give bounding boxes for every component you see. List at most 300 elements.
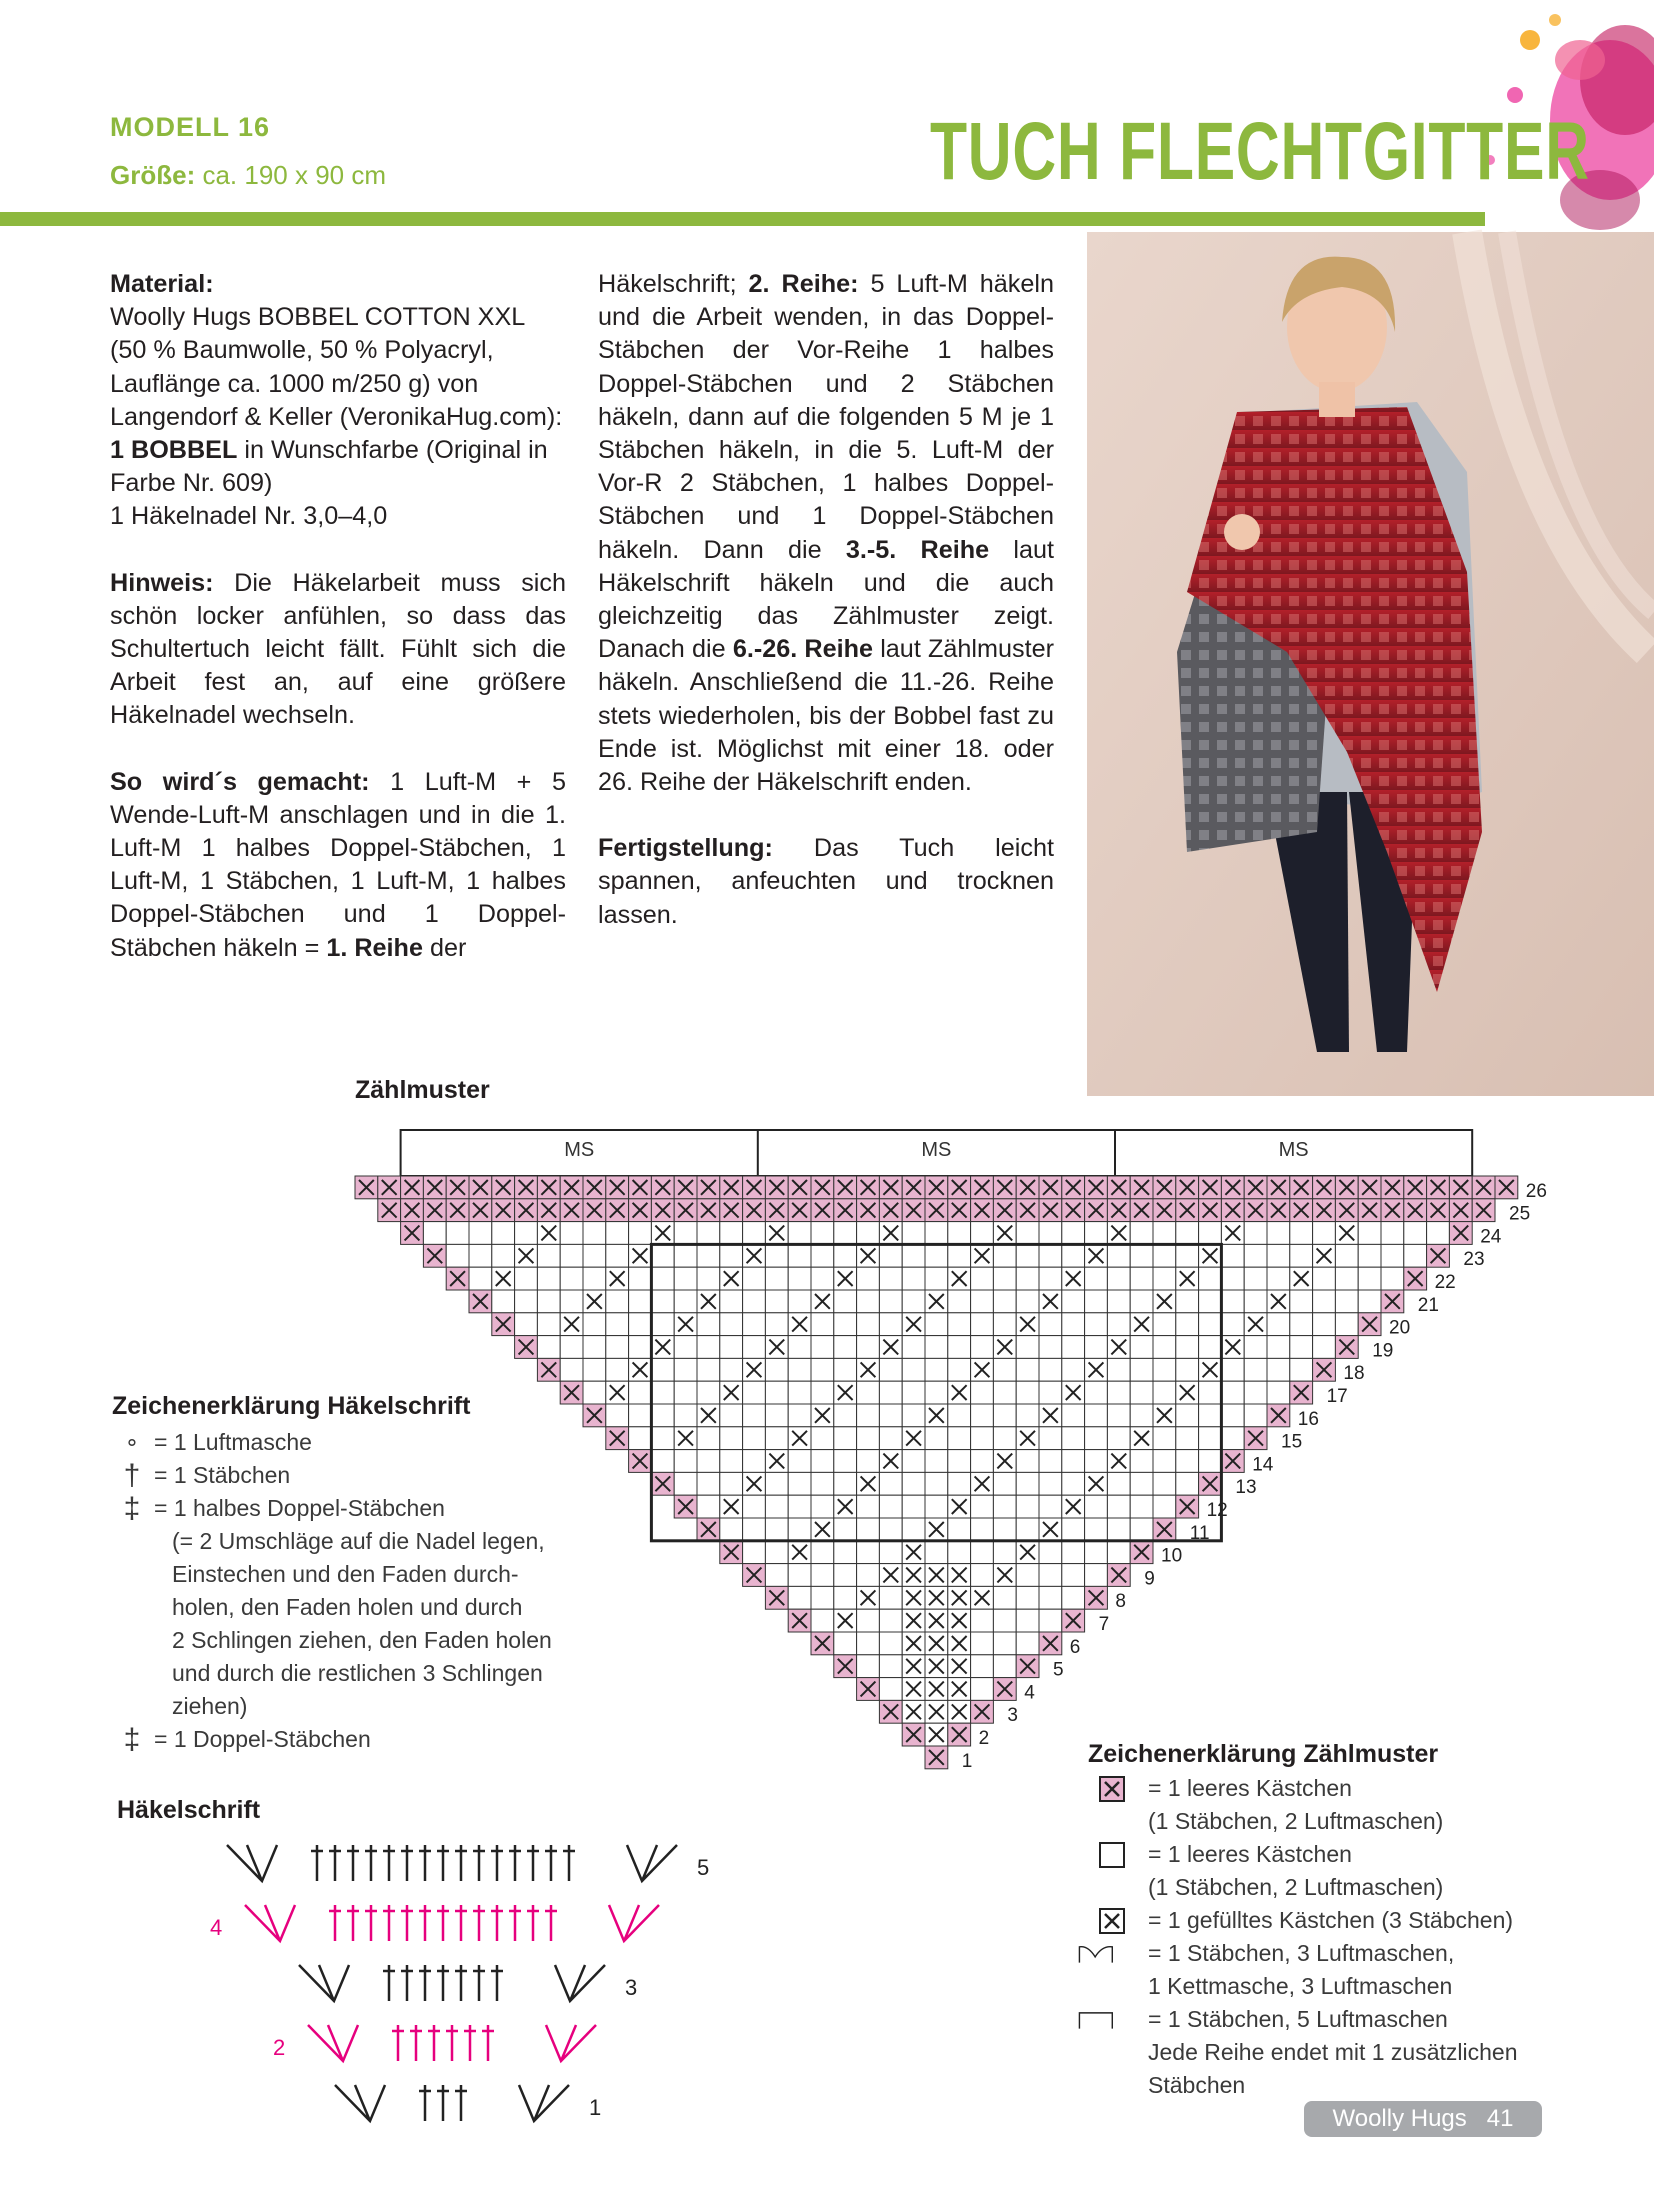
chart-cell <box>674 1290 697 1313</box>
chart-cell <box>811 1450 834 1473</box>
chart-cell <box>811 1564 834 1587</box>
chart-cell <box>1130 1518 1153 1541</box>
chart-cell <box>993 1632 1016 1655</box>
chart-cell <box>1176 1313 1199 1336</box>
chart-cell <box>1130 1358 1153 1381</box>
chart-cell <box>834 1541 857 1564</box>
chart-cell <box>1313 1336 1336 1359</box>
chart-cell <box>834 1586 857 1609</box>
chart-cell <box>1381 1267 1404 1290</box>
legend-hs-l2: = 1 Stäbchen <box>154 1462 291 1488</box>
chart-cell <box>788 1290 811 1313</box>
chart-cell <box>1153 1244 1176 1267</box>
chart-cell <box>879 1541 902 1564</box>
chart-cell <box>1153 1222 1176 1245</box>
empty-box-icon <box>1092 1842 1132 1868</box>
chart-cell <box>537 1336 560 1359</box>
chart-cell <box>788 1518 811 1541</box>
chart-cell <box>857 1290 880 1313</box>
chart-cell <box>1335 1267 1358 1290</box>
chart-cell <box>606 1244 629 1267</box>
chart-cell <box>1404 1244 1427 1267</box>
chart-cell <box>788 1404 811 1427</box>
treble-icon: ‡ <box>123 1723 141 1756</box>
chart-cell <box>697 1427 720 1450</box>
chart-cell <box>1016 1564 1039 1587</box>
chart-cell <box>1062 1290 1085 1313</box>
chart-cell <box>811 1244 834 1267</box>
chart-cell <box>1062 1404 1085 1427</box>
chart-cell <box>1107 1495 1130 1518</box>
chart-cell <box>674 1358 697 1381</box>
legend-zm-l1: = 1 leeres Kästchen <box>1148 1775 1352 1801</box>
stitch-fan-right <box>609 1905 659 1941</box>
chart-cell <box>902 1336 925 1359</box>
chart-cell <box>925 1244 948 1267</box>
chart-cell <box>902 1267 925 1290</box>
row-number: 17 <box>1326 1386 1348 1407</box>
row-number: 22 <box>1434 1272 1456 1293</box>
chart-cell <box>879 1381 902 1404</box>
chart-cell <box>1290 1358 1313 1381</box>
chart-cell <box>834 1564 857 1587</box>
chart-cell <box>651 1381 674 1404</box>
chart-cell <box>857 1267 880 1290</box>
chart-cell <box>1039 1541 1062 1564</box>
chart-cell <box>1062 1586 1085 1609</box>
chart-cell <box>606 1313 629 1336</box>
chart-cell <box>1062 1518 1085 1541</box>
p1-d: 3.-5. Reihe <box>845 535 990 564</box>
chart-cell <box>857 1632 880 1655</box>
chart-cell <box>629 1381 652 1404</box>
chart-cell <box>583 1244 606 1267</box>
material-heading: Material: <box>110 270 214 298</box>
chart-cell <box>788 1222 811 1245</box>
chart-cell <box>1199 1267 1222 1290</box>
chart-cell <box>1130 1336 1153 1359</box>
chart-cell <box>1267 1244 1290 1267</box>
chart-cell <box>971 1564 994 1587</box>
legend-zaehlmuster-heading: Zeichenerklärung Zählmuster <box>1088 1740 1439 1768</box>
chart-cell <box>1335 1244 1358 1267</box>
chart-cell <box>492 1244 515 1267</box>
chart-cell <box>743 1313 766 1336</box>
chart-cell <box>743 1381 766 1404</box>
chart-cell <box>765 1495 788 1518</box>
chart-cell <box>925 1267 948 1290</box>
chart-cell <box>834 1358 857 1381</box>
legend-haekelschrift-heading: Zeichenerklärung Häkelschrift <box>112 1392 471 1420</box>
chart-cell <box>1153 1358 1176 1381</box>
chart-cell <box>993 1655 1016 1678</box>
chart-cell <box>788 1336 811 1359</box>
chart-cell <box>423 1222 446 1245</box>
chart-cell <box>1221 1358 1244 1381</box>
chart-cell <box>788 1450 811 1473</box>
chart-cell <box>902 1495 925 1518</box>
legend-hs-l3a: (= 2 Umschläge auf die Nadel legen, <box>172 1528 545 1554</box>
chart-cell <box>697 1472 720 1495</box>
chart-cell <box>1016 1336 1039 1359</box>
legend-hs-l3d: 2 Schlingen ziehen, den Faden holen <box>172 1627 552 1653</box>
chart-cell <box>857 1381 880 1404</box>
stitch-fan-right <box>546 2025 596 2061</box>
chart-cell <box>651 1244 674 1267</box>
chart-cell <box>993 1472 1016 1495</box>
chart-cell <box>971 1222 994 1245</box>
chart-cell <box>1153 1495 1176 1518</box>
chart-cell <box>1085 1336 1108 1359</box>
size-info <box>110 160 386 191</box>
page-title: TUCH FLECHTGITTER <box>930 106 1590 197</box>
chart-cell <box>446 1222 469 1245</box>
chart-cell <box>1039 1609 1062 1632</box>
chart-cell <box>1107 1381 1130 1404</box>
chart-cell <box>1130 1495 1153 1518</box>
chart-cell <box>1039 1586 1062 1609</box>
chart-cell <box>1313 1267 1336 1290</box>
chart-cell <box>902 1404 925 1427</box>
chart-cell <box>1358 1267 1381 1290</box>
chart-cell <box>902 1472 925 1495</box>
chart-cell <box>1130 1472 1153 1495</box>
legend-hs-l1: = 1 Luftmasche <box>154 1429 312 1455</box>
chart-cell <box>1062 1427 1085 1450</box>
chart-cell <box>1107 1290 1130 1313</box>
row-number: 14 <box>1252 1454 1274 1476</box>
legend-hs-l3e: und durch die restlichen 3 Schlingen <box>172 1660 543 1686</box>
chart-cell <box>1290 1313 1313 1336</box>
p1-c: 5 Luft-M häkeln und die Arbeit wenden, in das Doppel-Stäbchen der Vor-Reihe 1 halbes Doppel-Stäbchen und 2 Stäbchen häkeln, dann auf die folgenden 5 M je 1 Stäbchen häkeln, in die 5. Luft-M der Vor-R 2 Stäbchen, 1 halbes Doppel-Stäbchen und 1 Doppel-Stäbchen häkeln. Dann die <box>598 270 1055 564</box>
legend-hs-l3: = 1 halbes Doppel-Stäbchen <box>154 1495 445 1521</box>
chart-cell <box>879 1358 902 1381</box>
chart-cell <box>1404 1222 1427 1245</box>
chart-cell <box>857 1609 880 1632</box>
legend-hs-l4: = 1 Doppel-Stäbchen <box>154 1726 371 1752</box>
chart-cell <box>583 1358 606 1381</box>
chart-cell <box>925 1313 948 1336</box>
chart-cell <box>1039 1472 1062 1495</box>
chart-cell <box>765 1427 788 1450</box>
legend-zm-l2a: (1 Stäbchen, 2 Luftmaschen) <box>1148 1874 1444 1900</box>
p1-g: laut Zählmuster häkeln. Anschließend die 11.-26. Reihe stets wiederholen, bis der Bobbel fast zu Ende ist. Möglichst mit einer 18. oder 26. Reihe der Häkelschrift enden. <box>598 635 1054 797</box>
chart-cell <box>765 1358 788 1381</box>
chart-cell <box>993 1586 1016 1609</box>
chart-cell <box>1153 1267 1176 1290</box>
chart-cell <box>1016 1244 1039 1267</box>
chart-cell <box>993 1358 1016 1381</box>
chart-cell <box>674 1222 697 1245</box>
chart-cell <box>1062 1472 1085 1495</box>
chart-cell <box>811 1222 834 1245</box>
chart-cell <box>1016 1222 1039 1245</box>
chart-cell <box>1290 1244 1313 1267</box>
chart-cell <box>1381 1244 1404 1267</box>
chart-cell <box>1016 1609 1039 1632</box>
legend-zm-l3: = 1 gefülltes Kästchen (3 Stäbchen) <box>1148 1907 1514 1933</box>
p1-b: 2. Reihe: <box>748 270 859 298</box>
bracket-icon <box>1078 2006 1118 2034</box>
chart-cell <box>743 1404 766 1427</box>
chart-cell <box>879 1609 902 1632</box>
chart-cell <box>1062 1564 1085 1587</box>
chart-cell <box>879 1678 902 1701</box>
chart-cell <box>857 1336 880 1359</box>
chart-cell <box>720 1244 743 1267</box>
legend-hs-l3c: holen, den Faden holen und durch <box>172 1594 523 1620</box>
chart-cell <box>1130 1450 1153 1473</box>
chart-cell <box>560 1336 583 1359</box>
chart-cell <box>1381 1222 1404 1245</box>
chart-cell <box>993 1244 1016 1267</box>
chart-cell <box>469 1244 492 1267</box>
chart-cell <box>1039 1222 1062 1245</box>
row-number: 8 <box>1115 1591 1126 1613</box>
chart-cell <box>1085 1313 1108 1336</box>
chart-cell <box>469 1267 492 1290</box>
chart-cell <box>948 1450 971 1473</box>
chart-cell <box>1016 1632 1039 1655</box>
hs-row-number: 1 <box>589 2095 602 2120</box>
how-text: 1 Luft-M + 5 Wende-Luft-M anschlagen und in die 1. Luft-M 1 halbes Doppel-Stäbchen, 1 Luft-M, 1 Stäbchen, 1 Luft-M, 1 halbes Doppel-Stäbchen und 1 Doppel-Stäbchen häkeln = <box>110 767 566 962</box>
chart-cell <box>948 1404 971 1427</box>
chart-cell <box>720 1404 743 1427</box>
chart-cell <box>971 1632 994 1655</box>
chart-cell <box>834 1222 857 1245</box>
chart-cell <box>697 1267 720 1290</box>
chart-cell <box>1085 1564 1108 1587</box>
chart-cell <box>1085 1290 1108 1313</box>
chart-cell <box>1062 1450 1085 1473</box>
chart-cell <box>674 1244 697 1267</box>
chart-cell <box>948 1541 971 1564</box>
chart-cell <box>697 1244 720 1267</box>
pink-box-icon <box>1092 1776 1132 1802</box>
ms-label: MS <box>1278 1139 1309 1161</box>
p1-f: 6.-26. Reihe <box>732 635 874 664</box>
chart-cell <box>834 1336 857 1359</box>
chart-cell <box>1062 1358 1085 1381</box>
chart-cell <box>811 1267 834 1290</box>
chart-cell <box>1062 1336 1085 1359</box>
chart-cell <box>743 1267 766 1290</box>
chart-cell <box>879 1586 902 1609</box>
chart-cell <box>993 1427 1016 1450</box>
chart-cell <box>765 1518 788 1541</box>
chart-cell <box>948 1313 971 1336</box>
chart-cell <box>1244 1404 1267 1427</box>
chart-cell <box>720 1450 743 1473</box>
how-heading: So wird´s gemacht: <box>110 767 370 796</box>
chart-cell <box>993 1267 1016 1290</box>
row-number: 20 <box>1389 1317 1411 1339</box>
chart-cell <box>788 1244 811 1267</box>
chart-cell <box>948 1336 971 1359</box>
legend-hs-l3f: ziehen) <box>172 1693 248 1719</box>
chart-cell <box>971 1290 994 1313</box>
chart-cell <box>1153 1336 1176 1359</box>
chart-cell <box>788 1495 811 1518</box>
chart-cell <box>1107 1427 1130 1450</box>
chart-cell <box>720 1313 743 1336</box>
chart-cell <box>606 1358 629 1381</box>
chart-cell <box>1153 1472 1176 1495</box>
chart-cell <box>651 1404 674 1427</box>
chart-cell <box>1199 1381 1222 1404</box>
chart-cell <box>674 1336 697 1359</box>
chart-cell <box>1358 1244 1381 1267</box>
chart-cell <box>1016 1518 1039 1541</box>
filled-box-icon <box>1092 1908 1132 1934</box>
chart-cell <box>925 1336 948 1359</box>
chart-cell <box>925 1427 948 1450</box>
chart-cell <box>743 1495 766 1518</box>
chart-cell <box>560 1222 583 1245</box>
chart-cell <box>515 1290 538 1313</box>
chart-cell <box>857 1495 880 1518</box>
chart-cell <box>697 1222 720 1245</box>
chart-cell <box>583 1222 606 1245</box>
chart-cell <box>1107 1518 1130 1541</box>
chart-cell <box>948 1222 971 1245</box>
chart-cell <box>834 1244 857 1267</box>
legend-zm-l4a: 1 Kettmasche, 3 Luftmaschen <box>1148 1973 1453 1999</box>
instructions-column-2 <box>598 268 1054 965</box>
chart-cell <box>720 1336 743 1359</box>
hint-text: Die Häkelarbeit muss sich schön locker anfühlen, so dass das Schultertuch leicht fällt. Fühlt sich die Arbeit fest an, auf eine größere Häkelnadel wechseln. <box>110 568 566 730</box>
chart-cell <box>743 1427 766 1450</box>
chart-cell <box>811 1313 834 1336</box>
chart-cell <box>902 1222 925 1245</box>
chart-cell <box>971 1381 994 1404</box>
chart-cell <box>651 1290 674 1313</box>
size-value: ca. 190 x 90 cm <box>202 160 387 190</box>
chart-cell <box>1221 1381 1244 1404</box>
chart-cell <box>834 1632 857 1655</box>
hs-row-number: 3 <box>625 1975 638 2000</box>
chart-cell <box>1130 1290 1153 1313</box>
chart-cell <box>720 1427 743 1450</box>
haekelschrift-heading: Häkelschrift <box>117 1796 261 1824</box>
legend-zm-l5: = 1 Stäbchen, 5 Luftmaschen <box>1148 2006 1448 2032</box>
chart-cell <box>1267 1381 1290 1404</box>
chart-cell <box>1199 1290 1222 1313</box>
header-rule <box>0 212 1485 226</box>
chart-cell <box>743 1290 766 1313</box>
chart-cell <box>1221 1313 1244 1336</box>
chain-stitch-icon: ∘ <box>124 1429 140 1455</box>
chart-cell <box>1221 1267 1244 1290</box>
chart-cell <box>1153 1313 1176 1336</box>
instructions-column-1 <box>110 268 566 998</box>
chart-cell <box>1176 1290 1199 1313</box>
chart-cell <box>811 1472 834 1495</box>
chart-cell <box>1130 1404 1153 1427</box>
chart-cell <box>651 1313 674 1336</box>
chart-cell <box>1358 1222 1381 1245</box>
chart-cell <box>811 1609 834 1632</box>
chart-cell <box>811 1336 834 1359</box>
chart-cell <box>1016 1404 1039 1427</box>
chart-cell <box>879 1472 902 1495</box>
chart-cell <box>948 1244 971 1267</box>
chart-cell <box>857 1404 880 1427</box>
chart-cell <box>1176 1427 1199 1450</box>
chart-cell <box>1016 1381 1039 1404</box>
chart-cell <box>948 1472 971 1495</box>
chart-cell <box>697 1381 720 1404</box>
chart-cell <box>1199 1313 1222 1336</box>
chart-cell <box>834 1427 857 1450</box>
row-number: 13 <box>1235 1477 1257 1499</box>
chart-cell <box>925 1541 948 1564</box>
chart-cell <box>902 1244 925 1267</box>
chart-cell <box>993 1518 1016 1541</box>
stitch-fan-right <box>627 1845 677 1881</box>
ms-label: MS <box>564 1139 595 1161</box>
chart-cell <box>811 1541 834 1564</box>
chart-cell <box>606 1336 629 1359</box>
chart-cell <box>834 1472 857 1495</box>
chart-cell <box>1244 1336 1267 1359</box>
chart-cell <box>765 1290 788 1313</box>
chart-cell <box>1199 1450 1222 1473</box>
row-number: 2 <box>978 1728 990 1749</box>
chart-cell <box>1267 1336 1290 1359</box>
chart-cell <box>674 1267 697 1290</box>
chart-cell <box>1153 1450 1176 1473</box>
chart-cell <box>765 1541 788 1564</box>
chart-cell <box>743 1222 766 1245</box>
row-number: 15 <box>1281 1431 1303 1453</box>
chart-cell <box>1267 1313 1290 1336</box>
p1-e: laut Häkelschrift häkeln und die auch gleichzeitig das Zählmuster zeigt. Danach die <box>598 535 1055 664</box>
chart-cell <box>1244 1244 1267 1267</box>
chart-cell <box>1199 1404 1222 1427</box>
finish-heading: Fertigstellung: <box>598 834 773 863</box>
row-number: 25 <box>1509 1203 1531 1225</box>
chart-cell <box>765 1267 788 1290</box>
chart-cell <box>1062 1244 1085 1267</box>
chart-cell <box>1085 1381 1108 1404</box>
haekelschrift-diagram <box>112 1830 792 2120</box>
chart-cell <box>1335 1290 1358 1313</box>
chart-cell <box>925 1358 948 1381</box>
chart-cell <box>1130 1222 1153 1245</box>
chart-cell <box>1039 1358 1062 1381</box>
chart-cell <box>834 1313 857 1336</box>
chart-cell <box>879 1290 902 1313</box>
chart-cell <box>1107 1541 1130 1564</box>
chart-cell <box>1290 1290 1313 1313</box>
chart-cell <box>1313 1290 1336 1313</box>
row-number: 26 <box>1525 1180 1547 1202</box>
chart-cell <box>1016 1290 1039 1313</box>
chart-cell <box>971 1541 994 1564</box>
chart-cell <box>879 1244 902 1267</box>
chart-cell <box>765 1564 788 1587</box>
chart-cell <box>469 1222 492 1245</box>
chart-cell <box>674 1450 697 1473</box>
row-number: 23 <box>1463 1249 1485 1271</box>
chart-cell <box>1130 1381 1153 1404</box>
chart-cell <box>811 1427 834 1450</box>
chart-cell <box>1267 1267 1290 1290</box>
chart-cell <box>1016 1358 1039 1381</box>
p1-a: Häkelschrift; <box>598 270 749 298</box>
double-crochet-icon: † <box>123 1459 141 1492</box>
